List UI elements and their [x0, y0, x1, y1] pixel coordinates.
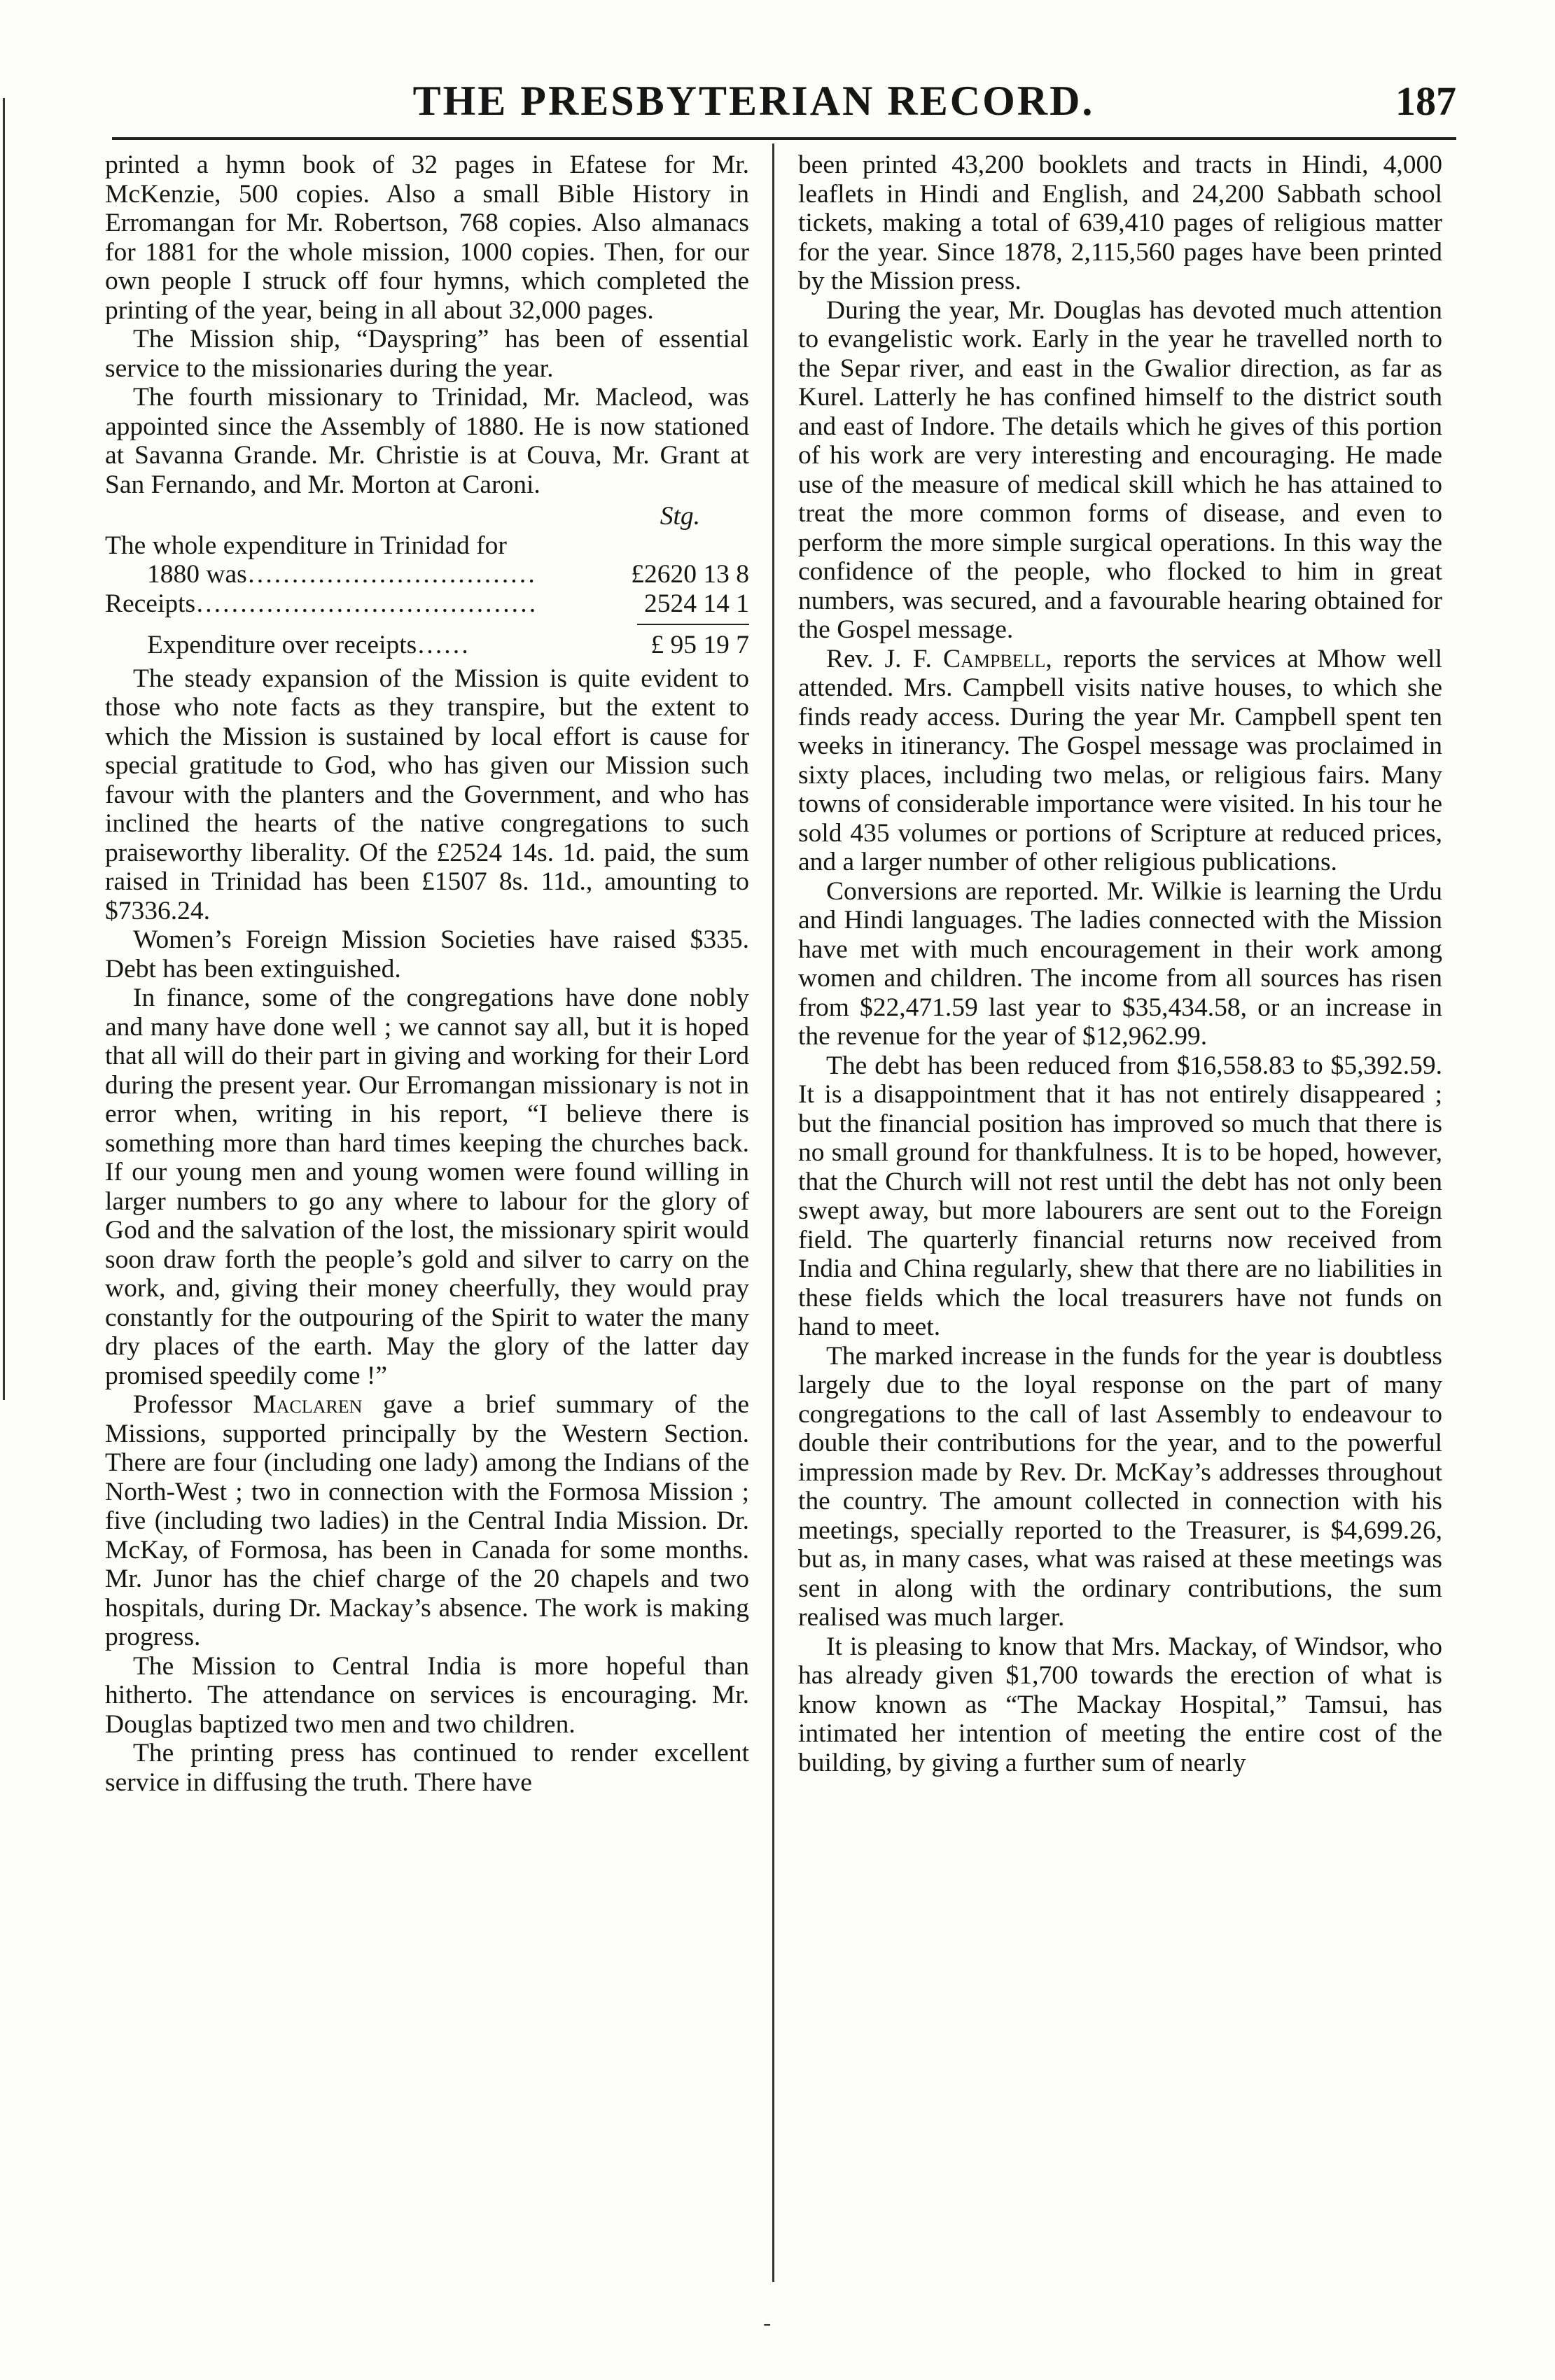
page-number: 187: [1395, 78, 1456, 124]
text-run: Rev. J. F.: [826, 644, 944, 673]
text-run: Professor: [133, 1390, 253, 1419]
paragraph: The Mission to Central India is more hopeful than hitherto. The attendance on services is encouraging. Mr. Douglas baptized two men and two children.: [105, 1651, 749, 1739]
trinidad-accounts: [105, 502, 749, 660]
paragraph: During the year, Mr. Douglas has devoted much attention to evangelistic work. Early in the year he travelled north to the Separ river, and east in the Gwalior direction, as far as Kurel. Latterly he has confined himself to the district south and east of Indore. The details which he gives of this portion of his work are very interesting and encouraging. He made use of the measure of medical skill which he has attained to treat the more common forms of disease, and even to perform the more simple surgical operations. In this way the confidence of the people, who flocked to him in great numbers, was secured, and a favourable hearing obtained for the Gospel message.: [798, 295, 1442, 644]
ledger-value: £ 95 19 7: [650, 631, 749, 659]
ledger-label: 1880 was……………………………: [147, 560, 536, 589]
right-column: [798, 150, 1442, 1777]
page-header: [112, 77, 1456, 126]
paragraph: In finance, some of the congregations have done nobly and many have done well ; we cannot say all, but it is hoped that all will do their part in giving and working for their Lord during the present year. Our Erromangan missionary is not in error when, writing in his report, “I believe there is something more than hard times keeping the churches back. If our young men and young women were found willing in larger numbers to go any where to labour for the glory of God and the salvation of the lost, the missionary spirit would soon draw forth the people’s gold and silver to carry on the work, and, giving their money cheerfully, they would pray constantly for the outpouring of the Spirit to water the many dry places of the earth. May the glory of the latter day promised speedily come !”: [105, 983, 749, 1390]
ledger-label: Receipts…………………………………: [105, 589, 537, 618]
column-divider: [772, 144, 774, 2282]
paragraph: Conversions are reported. Mr. Wilkie is learning the Urdu and Hindi languages. The ladies connected with the Mission have met with much encouragement in their work among women and children. The income from all sources has risen from $22,471.59 last year to $35,434.58, or an increase in the revenue for the year of $12,962.99.: [798, 876, 1442, 1051]
ledger-label: Expenditure over receipts……: [147, 631, 470, 659]
paragraph: [105, 1390, 749, 1652]
paragraph: The steady expansion of the Mission is quite evident to those who note facts as they transpire, but the extent to which the Mission is sustained by local effort is cause for special gratitude to God, who has given our Mission such favour with the planters and the Government, and who has inclined the hearts of the native congregations to such praiseworthy liberality. Of the £2524 14s. 1d. paid, the sum raised in Trinidad has been £1507 8s. 11d., amounting to $7336.24.: [105, 664, 749, 925]
paragraph: The debt has been reduced from $16,558.83 to $5,392.59. It is a disappointment that it has not entirely disappeared ; but the financial position has improved so much that there is no small ground for thankfulness. It is to be hoped, however, that the Church will not rest until the debt has not only been swept away, but more labourers are sent out to the Foreign field. The quarterly financial returns now received from India and China regularly, shew that there are no liabilities in these fields which the local treasurers have not funds on hand to meet.: [798, 1051, 1442, 1341]
text-run: gave a brief summary of the Missions, supported principally by the Western Section. There are four (including one lady) among the Indians of the North-West ; two in connection with the Formosa Mission ; five (including two ladies) in the Central India Mission. Dr. McKay, of Formosa, has been in Canada for some months. Mr. Junor has the chief charge of the 20 chapels and two hospitals, during Dr. Mackay’s absence. The work is making progress.: [105, 1390, 749, 1651]
currency-heading: Stg.: [660, 502, 700, 531]
ledger-row: [105, 589, 749, 619]
ledger-row: [105, 631, 749, 660]
paragraph: been printed 43,200 booklets and tracts in Hindi, 4,000 leaflets in Hindi and English, and 24,200 Sabbath school tickets, making a total of 639,410 pages of religious matter for the year. Since 1878, 2,115,560 pages have been printed by the Mission press.: [798, 150, 1442, 295]
paragraph: [798, 645, 1442, 877]
paragraph: The printing press has continued to render excellent service in diffusing the truth. There have: [105, 1739, 749, 1797]
ledger-rule: [637, 624, 749, 625]
page-title: THE PRESBYTERIAN RECORD.: [412, 78, 1095, 124]
paragraph: It is pleasing to know that Mrs. Mackay, of Windsor, who has already given $1,700 towards the erection of what is know known as “The Mackay Hospital,” Tamsui, has intimated her intention of meeting the entire cost of the building, by giving a further sum of nearly: [798, 1632, 1442, 1777]
speaker-name: Maclaren: [253, 1390, 363, 1419]
paragraph: The Mission ship, “Dayspring” has been of essential service to the missionaries during the year.: [105, 325, 749, 383]
header-rule: [112, 137, 1456, 140]
text-run: , reports the services at Mhow well attended. Mrs. Campbell visits native houses, to which she finds ready access. During the year Mr. Campbell spent ten weeks in itinerancy. The Gospel message was proclaimed in sixty places, including two melas, or religious fairs. Many towns of considerable importance were visited. In his tour he sold 435 volumes or portions of Scripture at reduced prices, and a larger number of other religious publications.: [798, 644, 1442, 876]
binding-edge: [3, 98, 12, 1400]
ledger-row: [105, 560, 749, 589]
speaker-name: Campbell: [943, 644, 1046, 673]
paragraph: Women’s Foreign Mission Societies have raised $335. Debt has been extinguished.: [105, 925, 749, 983]
footer-mark: -: [763, 2310, 772, 2336]
ledger-value: 2524 14 1: [644, 589, 749, 618]
paragraph: The fourth missionary to Trinidad, Mr. Macleod, was appointed since the Assembly of 1880. He is now stationed at Savanna Grande. Mr. Christie is at Couva, Mr. Grant at San Fernando, and Mr. Morton at Caroni.: [105, 383, 749, 499]
paragraph: printed a hymn book of 32 pages in Efatese for Mr. McKenzie, 500 copies. Also a small Bible History in Erromangan for Mr. Robertson, 768 copies. Also almanacs for 1881 for the whole mission, 1000 copies. Then, for our own people I struck off four hymns, which completed the printing of the year, being in all about 32,000 pages.: [105, 150, 749, 325]
ledger-label: The whole expenditure in Trinidad for: [105, 531, 507, 560]
ledger-value: £2620 13 8: [631, 560, 749, 589]
left-column: [105, 150, 749, 1797]
paragraph: The marked increase in the funds for the year is doubtless largely due to the loyal response on the part of many congregations to the call of last Assembly to endeavour to double their contributions for the year, and to the powerful impression made by Rev. Dr. McKay’s addresses throughout the country. The amount collected in connection with his meetings, specially reported to the Treasurer, is $4,699.26, but as, in many cases, what was raised at these meetings was sent in along with the ordinary contributions, the sum realised was much larger.: [798, 1341, 1442, 1632]
